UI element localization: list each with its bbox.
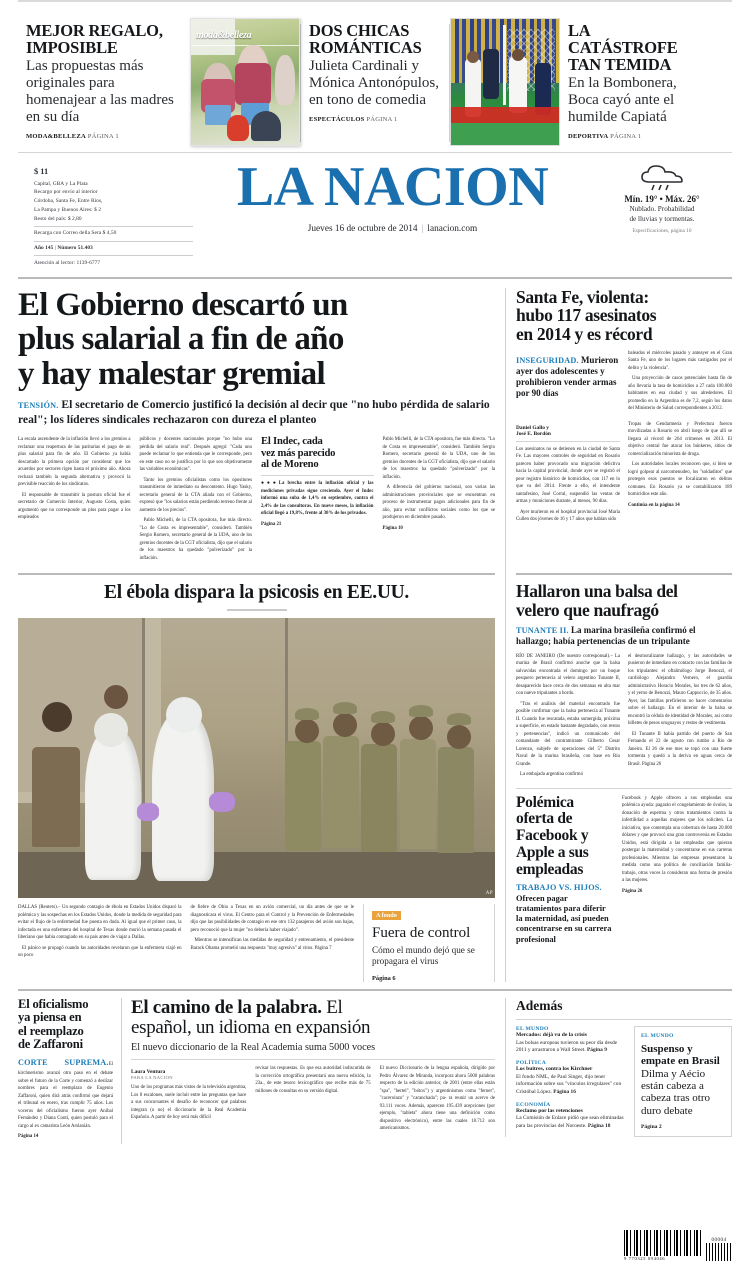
right-rail-column [505,565,732,982]
barcode-strip [18,1230,732,1261]
teaser-moda[interactable] [18,16,190,146]
balsa-subhead [516,625,732,647]
dateline [193,224,592,234]
weather-box[interactable] [592,161,732,234]
facebook-kicker: TRABAJO VS. HIJOS. [516,883,602,893]
zaffaroni-body [18,1057,113,1140]
lead-page-ref: Página 10 [382,525,403,531]
facebook-body-text: Facebook y Apple ofrecen a sus empleadas una polémica ayuda: pagarán el congelamiento de óvulos, la donación de esperma y otros tratamientos contra la infertilidad a aquellas mujeres que los soliciten. La iniciativa, que contempla una cobertura de hasta 20.000 dólares y que provocó una gran controversia en Estados Unidos, está dirigida a las empleadas que quieran postergar la maternidad y concentrarse en sus carreras profesionales. Mientras las empresas presentaron la medida como una política de conciliación familia-trabajo, otras voces la consideran una forma de presión a las mujeres. [622,795,732,884]
lead-body-col4 [383,436,496,565]
facebook-headline-line2: oferta de [516,810,573,828]
balsa-col2-p2: El Tunante II había partido del puerto de San Fernando el 22 de agosto con rumbo a Río de Janeiro. El 26 de ese mes se topó con una fuerte tormenta y quedó a la deriva en aguas cerca de Brasil. Página 26 [628,731,732,767]
ebola-col2 [191,904,355,982]
price-region: Capital, GBA y La Plata [34,180,88,187]
teaser-moda-section: MODA&BELLEZA [26,133,86,141]
ebola-col2-p1: de fiebre de Ohio a Texas en un avión comercial, un día antes de que se le diagnosticara el virus. El Centro para el Control y la Prevención de Enfermedades dijo que las posibilidades de contagio en ese otro 132 pasajeros del avión son bajas, pero reconoció que la mujer "no debería haber viajado". [190,905,354,933]
santafe-headline-line1: Santa Fe, violenta: [516,286,649,307]
palabra-col1: Uno de los programas más vistos de la televisión argentina, Los 8 escalones, suele incluir entre las preguntas que hace a sus concursantes el desafío de reconocer qué palabras integran (o no) el diccionario de la Real Academia Española. A partir de hoy será más difícil [131,1085,247,1121]
lead-col2-p3: Pablo Michelli, de la CTA opositora, fue más directo. "Lo de Costa es impresentable", consideró. También Sergio Romero, secretario general de la UDA, uno de los gremios docentes de la CGT oficialista, dijo que el salario de los maestros ha quedado "pulverizado" por la inflación. [139,518,252,561]
santafe-headline-line3: en 2014 y es récord [516,324,653,345]
santafe-byline-rule [516,441,620,442]
lead-body-col2 [140,436,253,565]
santafe-col1 [516,421,620,527]
teaser-deportiva[interactable] [560,16,705,146]
teaser-moda-headline [26,22,180,56]
zaffaroni-headline [18,998,113,1051]
price-surcharge-label: Recargo por envío al interior [34,189,98,196]
ademas-feature-headline [641,1043,725,1117]
indec-page-ref: Página 21 [261,521,282,527]
santafe-headline[interactable] [516,288,732,344]
teaser-espectaculos-subhead: Julieta Cardinali y Mónica Antonópulos, en tono de comedia [309,58,439,109]
publication-date: Jueves 16 de octubre de 2014 [307,223,418,234]
balsa-subhead-text: La marina brasileña confirmó el hallazgo; había pertenencias de un tripulante [516,624,696,646]
ademas-feature-headline-line3: Dilma y Aécio [641,1067,706,1080]
ademas-item-1-body-text: El fondo NML, de Paul Singer, dijo tener información sobre sus "vínculos irregulares" con Cristóbal López. [516,1073,622,1095]
teaser-deportiva-footer [568,133,695,140]
ebola-divider [227,609,287,611]
indec-rule [261,475,374,476]
issue-sep: | [54,245,56,252]
facebook-headline-line4: Apple a sus [516,843,589,861]
lead-col2-p1: públicos y docentes nacionales porque "no hubo una pérdida del salario real". Después agregó: "Cada uno puede reclamar lo que entienda que le corresponde, pero en este caso no se justifica por lo que son objetivamente las variables económicas". [139,437,252,473]
ademas-item-0-section: EL MUNDO [516,1026,549,1033]
balsa-body-columns [516,653,732,782]
santafe-col2-p1: baleados el miércoles pasado y anteayer en el Gran Santa Fe, uno de los lugares más castigados por el delito y la violencia". [628,350,732,371]
palabra-subhead: El nuevo diccionario de la Real Academia suma 5000 voces [131,1042,376,1054]
ademas-feature-page: Página 2 [641,1123,662,1130]
teaser-moda-headline-line1: MEJOR REGALO, [26,21,163,40]
lead-story-column [18,288,505,566]
lead-col2-p2: Tanto los gremios oficialistas como los opositores transmitieron de inmediato su descontento. Hugo Yasky, secretario general de la CTA aliada con el Gobierno, expresó que "los salarios están perdiendo terreno frente al aumento de los precios". [139,477,252,513]
issue-number: Número 51.403 [57,245,93,252]
issue-info [34,244,193,253]
teaser-strip [18,2,732,146]
facebook-subhead [516,883,614,945]
zaffaroni-body-span: El kirchnerismo avanzó otro paso en el debate sobre el futuro de la Corte y comenzó a deslizar nombres para el reemplazo de Eugenio Zaffaroni, quien dirá atrás confirmó que dejará el tribunal en enero, tras cumplir 75 años. Los voceros del oficialismo fueron ayer Aníbal Fernández y Diana Conti, quien postuló para el cargo al ex camarista León Arslanián. [18,1062,113,1129]
santafe-col2-p2: Una proyección de casos potenciales hasta fin de año llevaría la tasa de homicidios a 27 cada 100.000 habitantes en esa ciudad y sus alrededores. El promedio en la Argentina es de 7,2, según los datos del Ministerio de Salud correspondientes a 2012. [628,376,732,412]
santafe-body-columns [516,421,732,527]
facebook-body [622,795,732,945]
afondo-headline: Fuera de control [372,925,471,942]
facebook-headline-line3: Facebook y [516,827,589,845]
facebook-headline [516,795,614,879]
santafe-subhead-text: Murieron ayer dos adolescentes y prohibieron vender armas por 90 días [516,354,619,398]
santafe-byline-line2: José E. Bordón [516,430,551,437]
price-rest-country: Resto del país: $ 2,80 [34,215,82,222]
zaffaroni-kicker: CORTE SUPREMA. [18,1058,109,1068]
ademas-feature-headline-line1: Suspenso y [641,1043,693,1056]
balsa-headline-line1: Hallaron una balsa del [516,581,678,602]
ademas-feature-headline-line4: están cabeza a [641,1080,704,1092]
santafe-story-column [505,288,732,566]
teaser-moda-footer [26,133,180,140]
palabra-col2-wrap [255,1065,370,1136]
palabra-col1-wrap [131,1065,246,1136]
lead-col1-p2: El responsable de transmitir la postura oficial fue el secretario de Comercio Interior, Augusto Costa, quien argumentó que no corresponde un plus para pagar a los empleados [18,492,131,521]
santafe-subhead [516,355,620,416]
ebola-caption-row [18,904,495,982]
weather-page-ref: Especificaciones, página 10 [632,227,692,234]
masthead-section [18,152,732,268]
palabra-byline [131,1069,246,1080]
list-item[interactable] [516,1026,626,1055]
teaser-deportiva-headline [568,22,695,73]
ebola-headline[interactable]: El ébola dispara la psicosis en EE.UU. [104,582,409,604]
teaser-deportiva-section: DEPORTIVA [568,133,609,141]
santafe-headline-line2: hubo 117 asesinatos [516,305,657,326]
teaser-deportiva-headline-line2: TAN TEMIDA [568,55,672,75]
weather-temps: Mín. 19° • Máx. 26° [624,194,700,204]
teaser-espectaculos-headline [309,22,439,56]
santafe-col1-p1: Los asesinatos no se detienen en la ciudad de Santa Fe. Las mayores controles de seguridad en Rosario parecen haber provocado una migración delictiva hacia la capital provincial, donde ayer se registró el peor registro histórico de homicidios, con 117 en lo que va del 2014. Frente a ello, el intendente santafesino, José Corral, suspendió las ventas de armas y municiones durante, al menos, 90 días. [516,446,620,505]
ademas-feature-headline-line6: duro debate [641,1104,693,1117]
balsa-headline-line2: velero que naufragó [516,599,659,620]
football-photo-image [450,16,560,146]
santafe-col2-top [628,350,732,416]
ebola-section [18,565,505,982]
teaser-espectaculos-section: ESPECTÁCULOS [309,116,365,124]
palabra-headline-bold: El camino de la palabra. [131,997,322,1019]
santafe-byline [516,425,620,437]
moda-belleza-cover-image [190,16,300,146]
santafe-col1-body [516,446,620,524]
balsa-col1-p1: RÍO DE JANEIRO (De nuestro corresponsal).– La marina de Brasil confirmó anoche que la balsa salvavidas encontrada el domingo por un buque pesquero pertenecía al velero argentino Tunante II, desaparecido hace cerca de dos semanas en alta mar con nueve tripulantes a bordo. [516,653,620,697]
barcode-issue: 00004 [711,1238,727,1243]
zaffaroni-headline-line2: ya piensa en [18,1010,82,1025]
indec-headline-line2: vez más parecido [261,447,336,459]
zaffaroni-story[interactable] [18,998,121,1144]
ademas-rule [516,1019,732,1020]
palabra-headline-rest: El [326,997,343,1019]
palabra-rule [131,1059,495,1060]
cover-title-text: moda&belleza [196,30,252,41]
indec-body [261,480,374,528]
santafe-page-ref: Continúa en la página 14 [628,502,680,508]
palabra-headline [131,998,495,1038]
palabra-story[interactable] [131,998,505,1137]
ademas-item-0-page: Página 9 [586,1047,607,1054]
main-content-grid [18,288,732,566]
zaffaroni-headline-line4: de Zaffaroni [18,1037,83,1052]
palabra-section [121,998,732,1144]
balsa-col1 [516,653,620,782]
balsa-col1-p2: "Tras el análisis del material encontrado fue posible confirmar que la balsa pertenecía al Tunante II. Cuando fue rescatada, estaba sumergida, próxima a superficie, en estado bastante degradado, con restos y pertenencias", indicó un comunicado del comandante del contramirante Gilberto Cesar Lorenzo, subjefe de operaciones del 5° Distrito Naval de la marina brasileña, con base en Río Grande. [516,701,620,767]
ademas-feature-headline-line2: empate en Brasil [641,1055,720,1068]
palabra-headline-line2: español, un idioma en expansión [131,1017,371,1039]
lead-subhead-text: El secretario de Comercio justificó la decisión al decir que "no hubo pérdida de salario real"; los líderes sindicales rechazaron con dureza el planteo [18,398,490,426]
ebola-col2-p2: Mientras se intensifican las medidas de seguridad y entrenamiento, el presidente Barack Obama prometió una respuesta "muy agresiva" al virus. Página 7 [190,938,354,951]
weather-desc-line1: Nublado. Probabilidad [629,205,695,213]
facebook-headline-line1: Polémica [516,793,574,811]
cloud-rain-icon [592,163,732,193]
santafe-col2-body [628,421,732,527]
afondo-page-ref: Página 6 [372,975,396,983]
ebola-col1-p1: DALLAS (Reuters).– Un segundo contagio de ébola en Estados Unidos disparó la polémica y las sospechas en los Estados Unidos, donde la medida de seguridad para evitar el flujo de la enfermedad fue puesta en duda. Al igual que el primer caso, la infectada es una enfermera del hospital de Texas donde murió la semana pasada el liberiano que había contagiado en su país antes de viajar a Dallas. [18,905,182,941]
teaser-moda-page: PÁGINA 1 [87,133,119,141]
palabra-byline-name: Laura Ventura [131,1069,166,1076]
lead-body-columns [18,436,495,565]
lead-col4-p1: Pablo Michelli, de la CTA opositora, fue más directo. "Lo de Costa es impresentable", consideró. También Sergio Romero, secretario general de la UDA, uno de los gremios docentes de la CGT oficialista, dijo que el salario de los maestros ha quedado "pulverizado" por la inflación. [382,437,495,480]
lead-col4-p2: A diferencia del gobierno nacional, son varias las administraciones provinciales que se encuentran en proceso de instrumentar pagos adicionales para fin de año, para evitar conflictos sociales como los que se produjeron en diciembre pasado. [382,485,495,521]
price-provinces-2: La Pampa y Buenos Aires: $ 2 [34,206,101,213]
indec-headline-line1: El Indec, cada [261,436,323,448]
palabra-byline-sub: PARA LA NACION [131,1075,173,1081]
ademas-item-2-body [516,1115,626,1130]
lead-headline-line3: y hay malestar gremial [18,355,325,392]
website-url[interactable]: lanacion.com [427,223,478,234]
teaser-moda-subhead: Las propuestas más originales para homenajear a las madres en su día [26,58,174,126]
second-section-grid [18,565,732,982]
ebola-photo [18,618,495,898]
palabra-headline-line1 [131,998,495,1018]
barcode-bars-addon [706,1243,732,1261]
zaffaroni-headline-line1: El oficialismo [18,997,89,1012]
balsa-col2 [628,653,732,782]
palabra-col3: El nuevo Diccionario de la lengua española, dirigido por Pedro Álvarez de Miranda, incorpora ahora 5000 palabras respecto de la edición anterior, de 2001 (entre ellas están "spa", "hertel", "bótox") y argentinismos como "fernet", "cacerolazo" y "caranchada"; pa- ra reunir un acervo de 93.111 voces. Además, aparecen 195.439 acepciones (por ejemplo, "tableta" ahora tiene una definición como dispositivo electrónico), entre las cuales 18.712 son americanismos. [379,1066,495,1132]
ademas-item-0-title: Mercados: déjà vu de la crisis [516,1032,587,1039]
price-info-box [18,161,193,268]
balsa-headline[interactable] [516,582,732,619]
palabra-col2: revisar las respuestas. Es que esa autoridad indiscutida de la corrección ortográfica presentará una nueva edición, la 23a., de este tesoro lexicográfico que recibe más de 75 millones de consultas en su versión digital. [255,1066,371,1094]
list-item[interactable] [516,1102,626,1131]
teaser-espectaculos[interactable] [301,16,449,146]
ademas-item-2-section: ECONOMÍA [516,1101,551,1108]
lead-headline-line2: plus salarial a fin de año [18,321,344,358]
zaffaroni-page-ref: Página 14 [18,1134,39,1140]
ademas-item-1-body [516,1074,626,1097]
ademas-section [505,998,732,1137]
santafe-col2-p4: Los autoridades locales reconocen que, si bien se logró golpear al narcomenudeo, los "soldaditos" que protegen esos puestos se focalizaron en delitos comunes. En Rosario ya se contabilizaron 189 homicidios este año. [628,462,732,498]
barcode-number: 9 770325 094046 [624,1256,666,1261]
ademas-title: Además [516,998,563,1014]
balsa-kicker: TUNANTE II. [516,625,569,635]
issue-year: Año 145 [34,245,54,252]
masthead-logo-area[interactable] [193,156,592,234]
facebook-page-ref: Página 26 [622,888,643,894]
ebola-col1 [18,904,182,982]
teaser-espectaculos-headline-line2: ROMÁNTICAS [309,38,422,58]
facebook-story[interactable] [516,788,732,945]
ademas-items-list [516,1026,626,1137]
price-corriere: Recarga con Correo della Sera $ 4,50 [34,230,117,237]
indec-bullets: ●●● [261,481,279,487]
bottom-section [18,989,732,1144]
indec-headline-line3: al de Moreno [261,458,319,470]
ademas-item-2-body-text: La Comisión de Enlace pidió que sean eliminadas para las provincias del Noroeste. [516,1115,624,1129]
lead-headline[interactable] [18,288,495,391]
price-amount: $ 11 [34,167,49,176]
ebola-photo-credit: AP [485,891,493,897]
lead-body-col1 [18,436,131,565]
barcode-bars [624,1230,702,1256]
indec-body-text [261,480,374,518]
barcode [624,1230,732,1261]
masthead-bottom-rule [18,277,732,279]
palabra-body-columns [131,1065,495,1136]
teaser-deportiva-subhead: En la Bombonera, Boca cayó ante el humilde Capiatá [568,75,677,126]
zaffaroni-headline-line3: el reemplazo [18,1023,84,1038]
lead-kicker: TENSIÓN. [18,401,59,411]
lead-sidebar-indec[interactable] [261,436,374,565]
palabra-col3-wrap [380,1065,495,1136]
zaffaroni-body-text [18,1057,113,1130]
teaser-espectaculos-headline-line1: DOS CHICAS [309,21,410,40]
weather-desc-line2: de lluvias y tormentas. [629,215,695,224]
facebook-headline-line5: empleadas [516,860,584,878]
ademas-feature-box[interactable] [634,1026,732,1137]
teaser-espectaculos-footer [309,116,439,123]
ademas-item-1-page: Página 16 [553,1088,576,1095]
ademas-item-0-body [516,1040,626,1055]
santafe-col2-p3: Tropas de Gendarmería y Prefectura fueron movilizadas a Rosario en abril luego de que allí se llegara al récord de 264 crímenes en 2013. El objetivo central fue atacar los búnkeres, sitios de comercialización minorista de droga. [628,421,732,457]
afondo-subhead: Cómo el mundo dejó que se propagara el virus [372,945,475,967]
santafe-kicker: INSEGURIDAD. [516,355,579,365]
teaser-espectaculos-page: PÁGINA 1 [366,116,398,124]
santafe-subhead-row [516,350,732,416]
lead-subhead [18,398,495,427]
balsa-col1-p3: La embajada argentina confirmó [520,772,583,778]
santafe-col1-p2: Ayer murieron en el hospital provincial José María Cullen dos jóvenes de 16 y 17 años que habían sido [516,509,620,523]
ebola-col1-p2: El pánico se propagó cuando las autoridades revelaron que la enfermera viajó en un poco [18,945,182,959]
ademas-item-2-page: Página 18 [587,1122,611,1129]
la-nacion-logo[interactable]: LA NACION [236,156,549,218]
reader-service: Atención al lector: 1139-6777 [34,259,101,266]
santafe-byline-line1: Daniel Gallo y [516,424,549,431]
balsa-col2-p1: el desmoralizante hallazgo, y las autoridades se pusieron de inmediato en contacto con las familias de los tripulantes: el oftalmólogo Jorge Benozzi, el cardiólogo Alejandro Vernero, el guardia administrativo Horacio Morales, los tres de 62 años, y el yerno de Benozzi, Mauro Cappuccio, de 35 años. Ayer, las familias prefirieron no hacer comentarios sobre el hallazgo. En el interior de la balsa se encontró la cédula de identidad de Morales, así como billetes de pesos uruguayos y restos de vestimenta. [628,653,732,727]
dateline-separator: | [421,223,424,234]
ademas-feature-headline-line5: cabeza tras otro [641,1092,711,1105]
ademas-item-1-section: POLÍTICA [516,1059,547,1066]
afondo-tag: A fondo [372,911,401,920]
facebook-subhead-text: Ofrecen pagar tratamientos para diferir la maternidad, así pueden concentrarse en su carrera profesional [516,893,612,944]
afondo-box[interactable] [363,904,495,982]
indec-headline [261,436,374,470]
ademas-feature-section: EL MUNDO [641,1033,674,1040]
ademas-item-1-title: Los buitres, contra los Kirchner [516,1065,593,1072]
teaser-moda-headline-line2: IMPOSIBLE [26,38,118,58]
indec-body-p: La brecha entre la inflación oficial y las mediciones privadas sigue creciendo. Ayer el Indec informó una suba de 1,4% en septiembre, contra el 2,4% de las consultoras. En nueve meses, la inflación oficial llegó a 19,8%, frente al 30% de los privados. [261,481,374,517]
ademas-item-2-title: Reclamo por las retenciones [516,1107,583,1114]
ademas-item-0-body-text: Las bolsas europeas tuvieron su peor día desde 2011 y arrastraron a Wall Street. [516,1039,618,1054]
teaser-deportiva-page: PÁGINA 1 [610,133,642,141]
teaser-deportiva-headline-line1: LA CATÁSTROFE [568,21,678,58]
list-item[interactable] [516,1060,626,1097]
lead-col1-p1: La escala ascendente de la inflación llevó a los gremios a reclamar una reapertura de las paritarias el pago de un plus salarial para fin de año. El Gobierno ya había descartado la primera opción por considerar que los acuerdos por sectores rigen hasta el próximo año. Ahora rechazó también la segunda alternativa y provocó la previsible reacción de los sindicatos. [18,437,131,488]
price-provinces-1: Córdoba, Santa Fe, Entre Ríos, [34,198,103,205]
lead-headline-line1: El Gobierno descartó un [18,286,348,323]
